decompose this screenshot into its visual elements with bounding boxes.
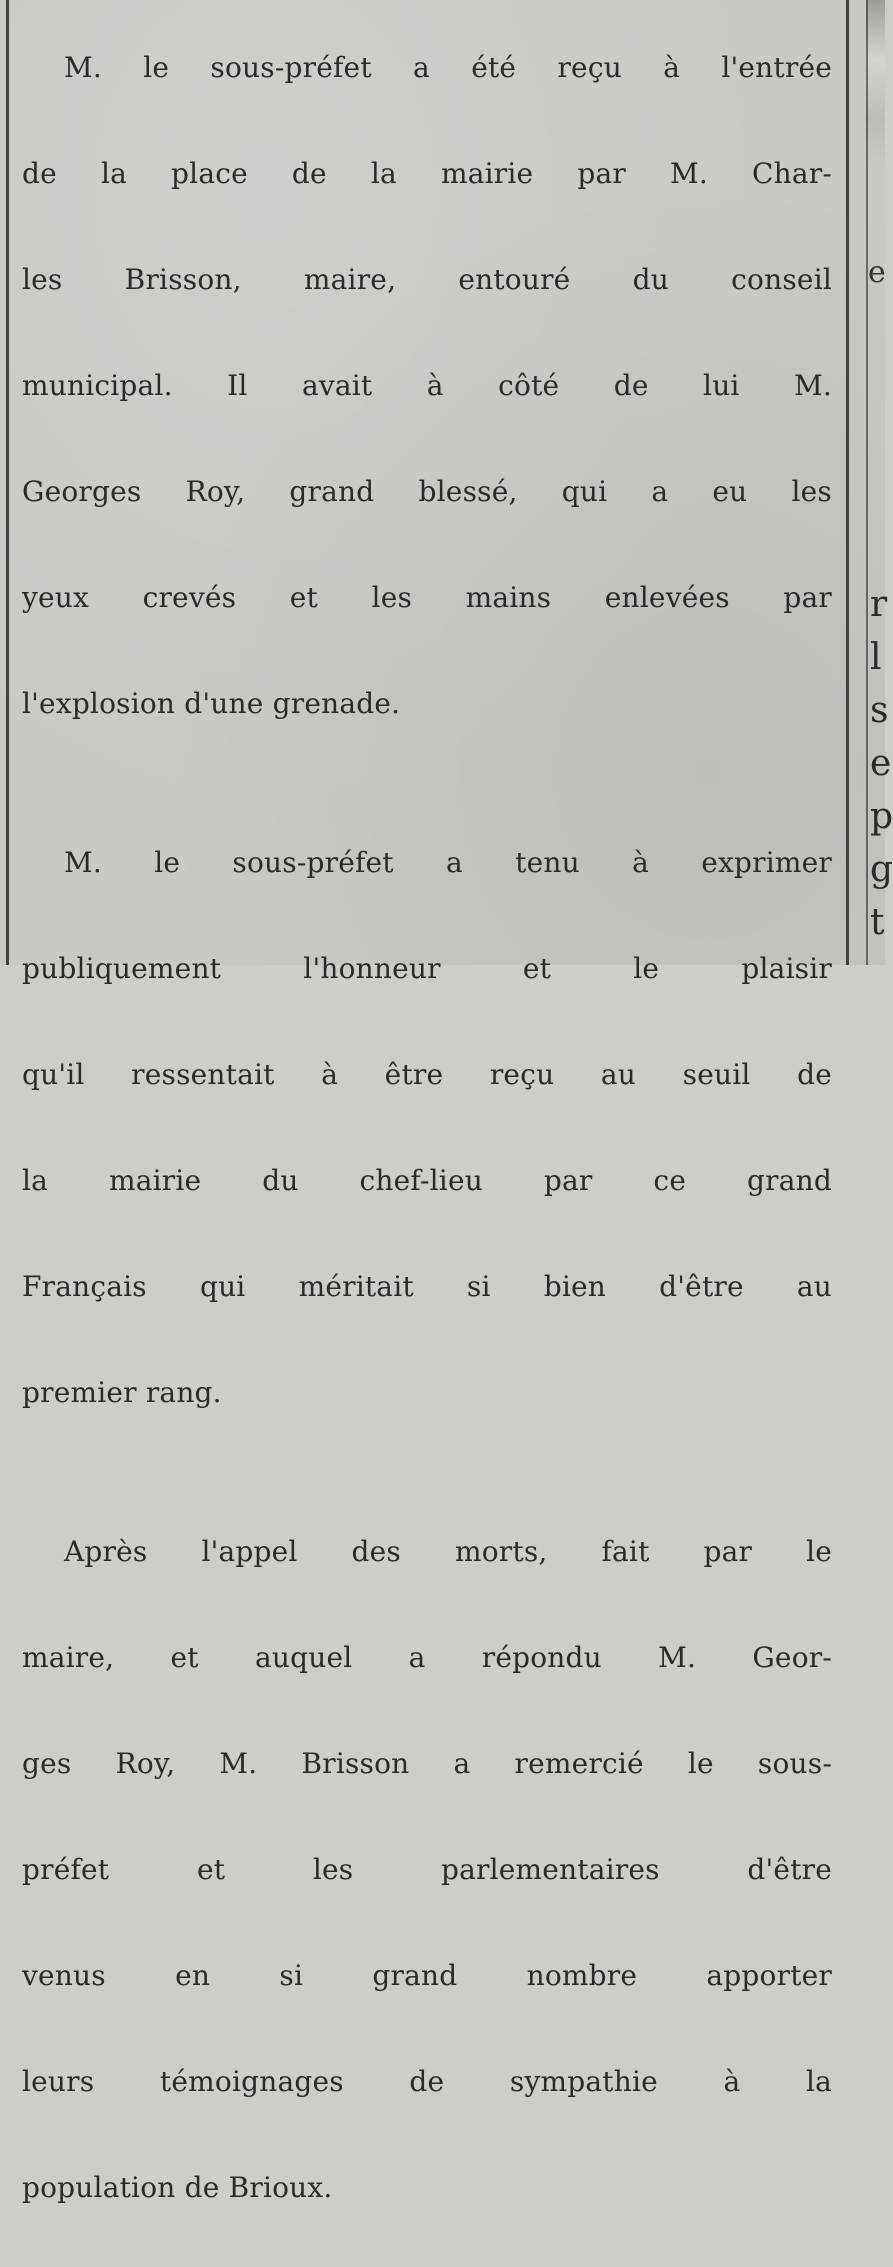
- fragment-letter: p: [870, 796, 893, 837]
- text-line: M. le sous-préfet a tenu à exprimer: [64, 846, 832, 879]
- text-line: population de Brioux.: [22, 2171, 333, 2204]
- text-line: municipal. Il avait à côté de lui M.: [22, 369, 832, 402]
- article-column: [22, 0, 832, 2267]
- fragment-letter: s: [870, 690, 889, 731]
- text-line: M. le sous-préfet a été reçu à l'entrée: [64, 51, 832, 84]
- column-rule-left: [6, 0, 9, 965]
- text-line: Français qui méritait si bien d'être au: [22, 1270, 832, 1303]
- adjacent-image-fragment: [866, 0, 885, 170]
- fragment-letter: r: [870, 584, 888, 625]
- adjacent-column-mark: e: [868, 255, 886, 290]
- text-line: ges Roy, M. Brisson a remercié le sous-: [22, 1747, 832, 1780]
- column-rule-right: [866, 0, 868, 965]
- text-line: qu'il ressentait à être reçu au seuil de: [22, 1058, 832, 1091]
- text-line: les Brisson, maire, entouré du conseil: [22, 263, 832, 296]
- text-line: préfet et les parlementaires d'être: [22, 1853, 832, 1886]
- article-paragraph-1: [22, 0, 832, 783]
- text-line: publiquement l'honneur et le plaisir: [22, 952, 832, 985]
- text-line: leurs témoignages de sympathie à la: [22, 2065, 832, 2098]
- adjacent-column-fragments: [870, 578, 893, 949]
- text-line: l'explosion d'une grenade.: [22, 687, 401, 720]
- column-rule-middle: [846, 0, 849, 965]
- article-paragraph-2: [22, 783, 832, 1472]
- text-line: Après l'appel des morts, fait par le: [64, 1535, 832, 1568]
- text-line: Georges Roy, grand blessé, qui a eu les: [22, 475, 832, 508]
- text-line: venus en si grand nombre apporter: [22, 1959, 832, 1992]
- fragment-letter: g: [870, 849, 893, 890]
- fragment-letter: e: [870, 743, 892, 784]
- text-line: premier rang.: [22, 1376, 222, 1409]
- text-line: maire, et auquel a répondu M. Geor-: [22, 1641, 832, 1674]
- text-line: la mairie du chef-lieu par ce grand: [22, 1164, 832, 1197]
- fragment-letter: l: [870, 637, 882, 678]
- text-line: de la place de la mairie par M. Char-: [22, 157, 832, 190]
- fragment-letter: t: [870, 902, 885, 943]
- text-line: yeux crevés et les mains enlevées par: [22, 581, 832, 614]
- article-paragraph-3: [22, 1472, 832, 2267]
